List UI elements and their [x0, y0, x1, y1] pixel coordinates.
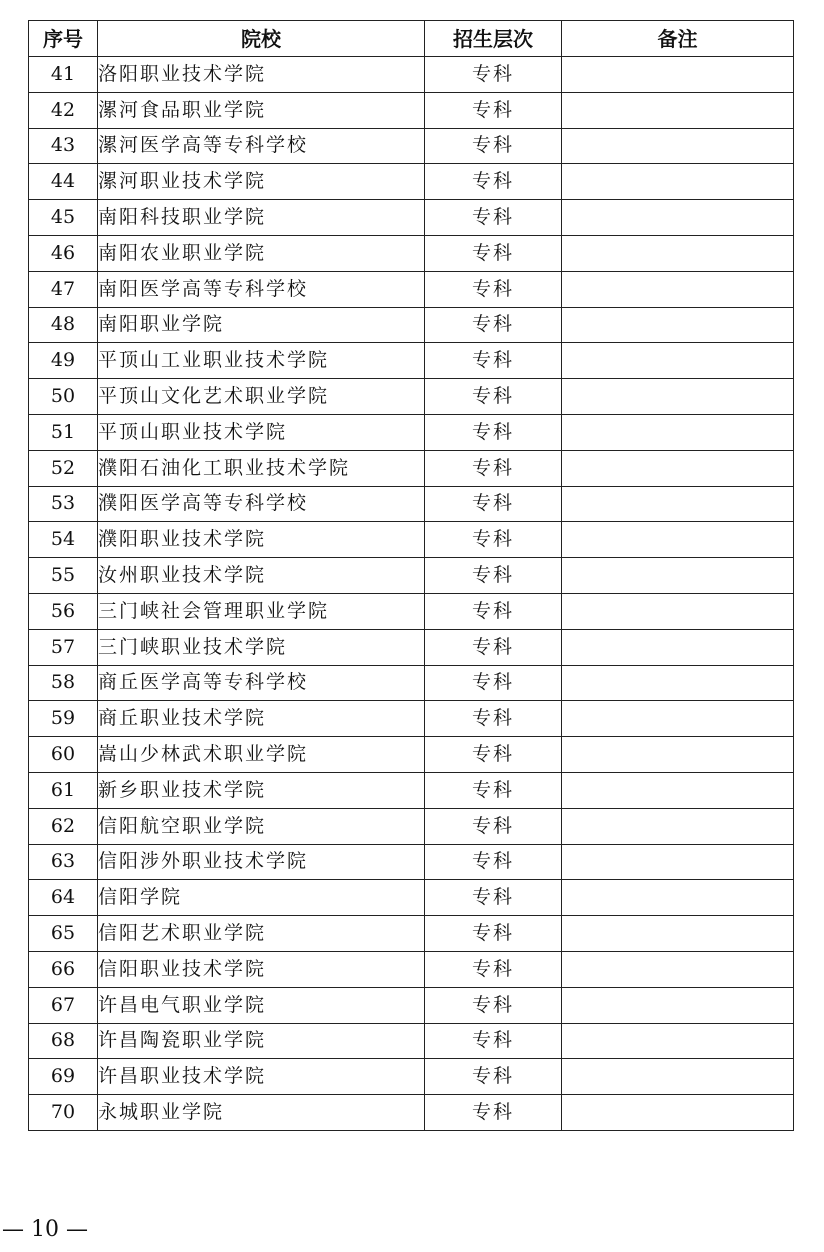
- table-row: [29, 343, 794, 379]
- table-row: [29, 844, 794, 880]
- row-enrollment-level: 专科: [425, 379, 562, 415]
- row-index: 48: [29, 307, 98, 343]
- row-index: 53: [29, 486, 98, 522]
- row-note: [562, 951, 794, 987]
- row-school-name: 漯河职业技术学院: [98, 164, 425, 200]
- table-row: [29, 701, 794, 737]
- row-enrollment-level: 专科: [425, 737, 562, 773]
- table-row: [29, 1023, 794, 1059]
- row-enrollment-level: 专科: [425, 486, 562, 522]
- table-row: [29, 522, 794, 558]
- row-note: [562, 450, 794, 486]
- row-enrollment-level: 专科: [425, 665, 562, 701]
- row-note: [562, 558, 794, 594]
- row-school-name: 濮阳职业技术学院: [98, 522, 425, 558]
- row-school-name: 平顶山文化艺术职业学院: [98, 379, 425, 415]
- row-index: 43: [29, 128, 98, 164]
- row-index: 55: [29, 558, 98, 594]
- table-row: [29, 92, 794, 128]
- row-note: [562, 271, 794, 307]
- row-note: [562, 307, 794, 343]
- row-school-name: 永城职业学院: [98, 1095, 425, 1131]
- table-row: [29, 200, 794, 236]
- row-note: [562, 164, 794, 200]
- row-school-name: 平顶山工业职业技术学院: [98, 343, 425, 379]
- row-index: 57: [29, 629, 98, 665]
- row-enrollment-level: 专科: [425, 880, 562, 916]
- table-row: [29, 558, 794, 594]
- row-enrollment-level: 专科: [425, 951, 562, 987]
- row-index: 62: [29, 808, 98, 844]
- row-note: [562, 200, 794, 236]
- row-index: 59: [29, 701, 98, 737]
- row-note: [562, 844, 794, 880]
- row-note: [562, 128, 794, 164]
- row-index: 61: [29, 772, 98, 808]
- header-index: 序号: [29, 21, 98, 57]
- page-number: — 10 —: [2, 1217, 88, 1242]
- row-school-name: 新乡职业技术学院: [98, 772, 425, 808]
- row-note: [562, 665, 794, 701]
- row-note: [562, 737, 794, 773]
- row-school-name: 南阳农业职业学院: [98, 235, 425, 271]
- row-index: 51: [29, 414, 98, 450]
- row-school-name: 信阳航空职业学院: [98, 808, 425, 844]
- row-school-name: 濮阳石油化工职业技术学院: [98, 450, 425, 486]
- table-row: [29, 1095, 794, 1131]
- row-index: 52: [29, 450, 98, 486]
- row-enrollment-level: 专科: [425, 1023, 562, 1059]
- row-note: [562, 486, 794, 522]
- table-row: [29, 665, 794, 701]
- row-index: 67: [29, 987, 98, 1023]
- table-body: [29, 57, 794, 1131]
- row-enrollment-level: 专科: [425, 1095, 562, 1131]
- row-index: 46: [29, 235, 98, 271]
- row-note: [562, 1059, 794, 1095]
- row-enrollment-level: 专科: [425, 271, 562, 307]
- row-school-name: 许昌陶瓷职业学院: [98, 1023, 425, 1059]
- row-enrollment-level: 专科: [425, 629, 562, 665]
- row-index: 66: [29, 951, 98, 987]
- row-enrollment-level: 专科: [425, 200, 562, 236]
- row-index: 64: [29, 880, 98, 916]
- table-row: [29, 772, 794, 808]
- row-note: [562, 808, 794, 844]
- row-school-name: 洛阳职业技术学院: [98, 57, 425, 93]
- row-enrollment-level: 专科: [425, 128, 562, 164]
- row-index: 70: [29, 1095, 98, 1131]
- row-index: 54: [29, 522, 98, 558]
- row-index: 41: [29, 57, 98, 93]
- row-enrollment-level: 专科: [425, 343, 562, 379]
- row-index: 69: [29, 1059, 98, 1095]
- row-school-name: 汝州职业技术学院: [98, 558, 425, 594]
- row-enrollment-level: 专科: [425, 414, 562, 450]
- row-enrollment-level: 专科: [425, 307, 562, 343]
- row-index: 45: [29, 200, 98, 236]
- row-school-name: 南阳职业学院: [98, 307, 425, 343]
- row-enrollment-level: 专科: [425, 701, 562, 737]
- row-school-name: 濮阳医学高等专科学校: [98, 486, 425, 522]
- table-row: [29, 379, 794, 415]
- row-school-name: 信阳涉外职业技术学院: [98, 844, 425, 880]
- table-row: [29, 57, 794, 93]
- row-index: 56: [29, 593, 98, 629]
- row-index: 65: [29, 916, 98, 952]
- row-school-name: 商丘职业技术学院: [98, 701, 425, 737]
- row-school-name: 许昌电气职业学院: [98, 987, 425, 1023]
- header-note: 备注: [562, 21, 794, 57]
- table-row: [29, 987, 794, 1023]
- header-school: 院校: [98, 21, 425, 57]
- table-row: [29, 1059, 794, 1095]
- row-note: [562, 235, 794, 271]
- row-note: [562, 1095, 794, 1131]
- row-enrollment-level: 专科: [425, 235, 562, 271]
- row-note: [562, 343, 794, 379]
- row-enrollment-level: 专科: [425, 593, 562, 629]
- row-index: 58: [29, 665, 98, 701]
- row-school-name: 信阳艺术职业学院: [98, 916, 425, 952]
- row-index: 44: [29, 164, 98, 200]
- row-note: [562, 701, 794, 737]
- row-school-name: 三门峡职业技术学院: [98, 629, 425, 665]
- row-note: [562, 987, 794, 1023]
- row-enrollment-level: 专科: [425, 92, 562, 128]
- row-school-name: 三门峡社会管理职业学院: [98, 593, 425, 629]
- row-enrollment-level: 专科: [425, 916, 562, 952]
- row-enrollment-level: 专科: [425, 987, 562, 1023]
- row-note: [562, 916, 794, 952]
- row-index: 49: [29, 343, 98, 379]
- table-row: [29, 916, 794, 952]
- row-note: [562, 593, 794, 629]
- table-row: [29, 307, 794, 343]
- table-row: [29, 450, 794, 486]
- row-enrollment-level: 专科: [425, 772, 562, 808]
- row-enrollment-level: 专科: [425, 558, 562, 594]
- row-note: [562, 92, 794, 128]
- row-enrollment-level: 专科: [425, 522, 562, 558]
- row-enrollment-level: 专科: [425, 808, 562, 844]
- row-school-name: 南阳医学高等专科学校: [98, 271, 425, 307]
- table-row: [29, 164, 794, 200]
- row-school-name: 嵩山少林武术职业学院: [98, 737, 425, 773]
- row-enrollment-level: 专科: [425, 844, 562, 880]
- row-note: [562, 522, 794, 558]
- table-row: [29, 880, 794, 916]
- row-school-name: 许昌职业技术学院: [98, 1059, 425, 1095]
- row-enrollment-level: 专科: [425, 57, 562, 93]
- row-enrollment-level: 专科: [425, 450, 562, 486]
- row-index: 68: [29, 1023, 98, 1059]
- table-row: [29, 414, 794, 450]
- row-index: 42: [29, 92, 98, 128]
- row-school-name: 信阳职业技术学院: [98, 951, 425, 987]
- row-index: 63: [29, 844, 98, 880]
- row-note: [562, 772, 794, 808]
- row-index: 47: [29, 271, 98, 307]
- header-level: 招生层次: [425, 21, 562, 57]
- table-row: [29, 593, 794, 629]
- table-row: [29, 808, 794, 844]
- row-note: [562, 629, 794, 665]
- table-row: [29, 951, 794, 987]
- row-note: [562, 414, 794, 450]
- row-school-name: 漯河医学高等专科学校: [98, 128, 425, 164]
- table-row: [29, 737, 794, 773]
- row-note: [562, 379, 794, 415]
- table-row: [29, 271, 794, 307]
- row-enrollment-level: 专科: [425, 1059, 562, 1095]
- row-school-name: 信阳学院: [98, 880, 425, 916]
- row-index: 50: [29, 379, 98, 415]
- row-enrollment-level: 专科: [425, 164, 562, 200]
- row-school-name: 漯河食品职业学院: [98, 92, 425, 128]
- table-header: [29, 21, 794, 57]
- table-row: [29, 128, 794, 164]
- row-school-name: 平顶山职业技术学院: [98, 414, 425, 450]
- row-note: [562, 57, 794, 93]
- row-school-name: 商丘医学高等专科学校: [98, 665, 425, 701]
- row-school-name: 南阳科技职业学院: [98, 200, 425, 236]
- school-list-table: [28, 20, 794, 1131]
- row-note: [562, 1023, 794, 1059]
- table-row: [29, 486, 794, 522]
- row-index: 60: [29, 737, 98, 773]
- table-row: [29, 629, 794, 665]
- row-note: [562, 880, 794, 916]
- table-row: [29, 235, 794, 271]
- header-row: [29, 21, 794, 57]
